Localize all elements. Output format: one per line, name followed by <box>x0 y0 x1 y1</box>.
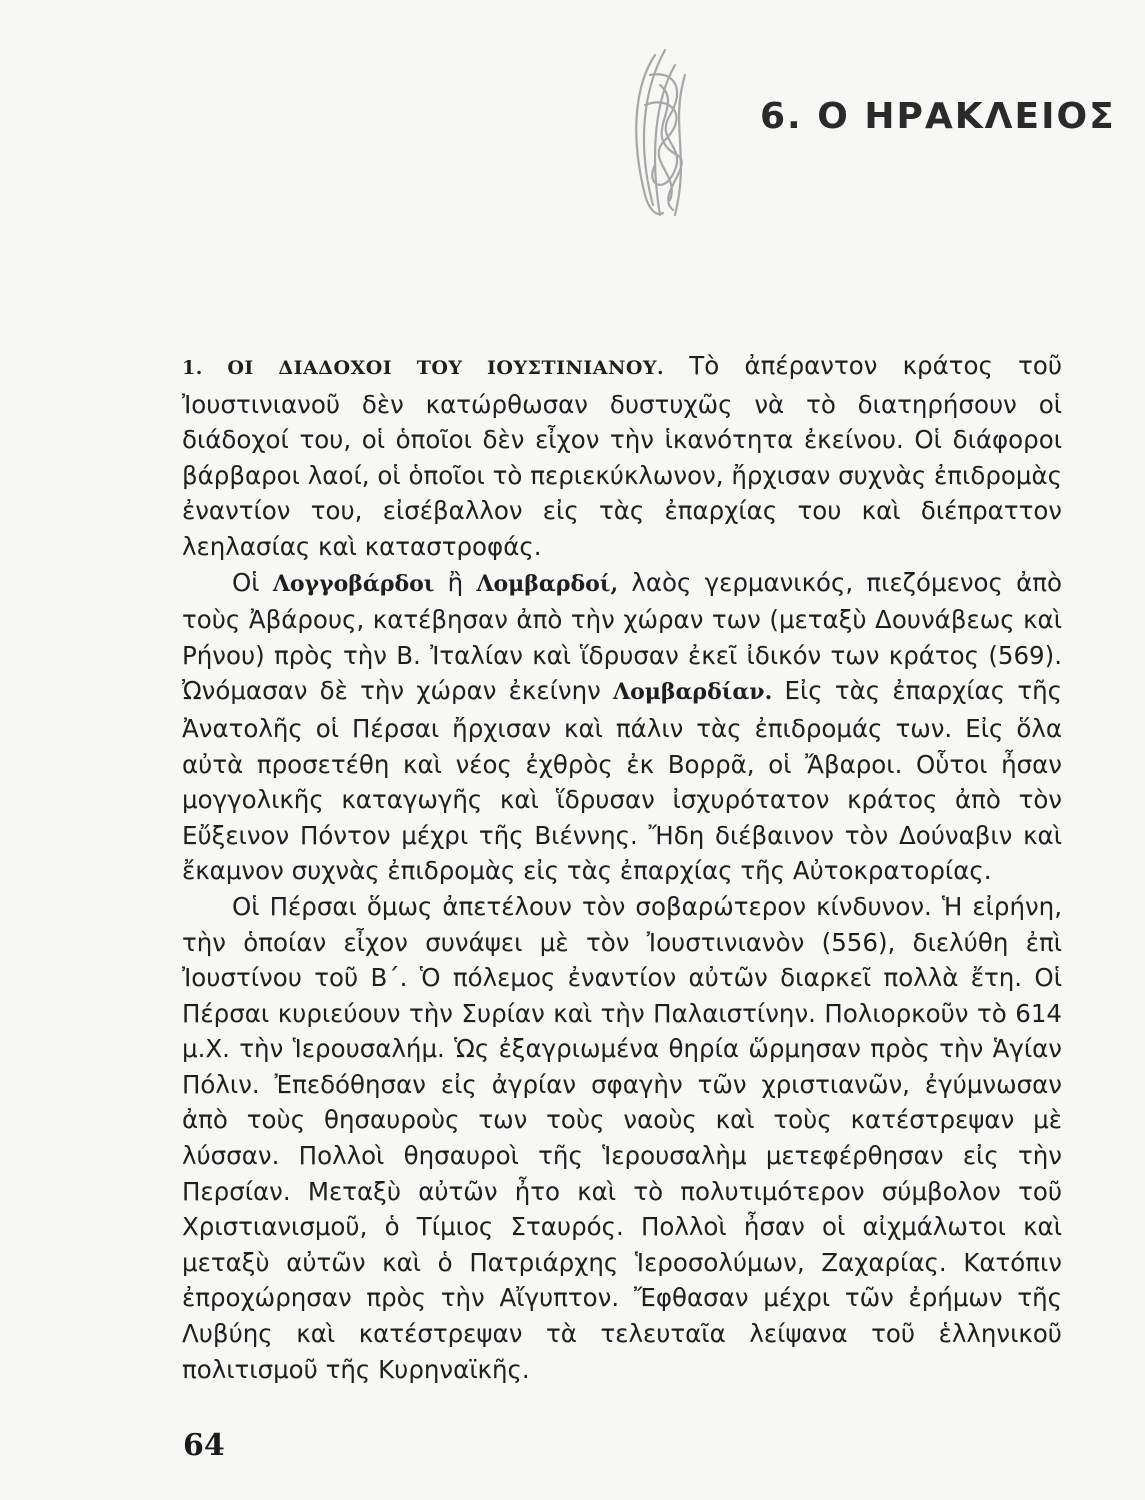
paragraph-1-text: Τὸ ἀπέραντον κράτος τοῦ Ἰουστινιανοῦ δὲν κατώρθωσαν δυστυχῶς νὰ τὸ διατηρήσουν οἱ διάδοχοί του, οἱ ὁποῖοι δὲν εἶχον τὴν ἱκανότητα ἐκείνου. Οἱ διάφοροι βάρβαροι λαοί, οἱ ὁποῖοι τὸ περιεκύκλωνον, ἤρχισαν συχνὰς ἐπιδρομὰς ἐναντίον του, εἰσέβαλλον εἰς τὰς ἐπαρχίας του καὶ διέπραττον λεηλασίας καὶ καταστροφάς. <box>182 351 1063 561</box>
bold-term: Λογγοβάρδοι <box>272 570 435 597</box>
bold-term: Λομβαρδίαν. <box>613 679 773 706</box>
paragraph-2 <box>182 565 1062 889</box>
paragraph-2-text: Εἰς τὰς ἐπαρχίας τῆς Ἀνατολῆς οἱ Πέρσαι ἤρχισαν καὶ πάλιν τὰς ἐπιδρομάς των. Εἰς ὅλα αὐτὰ προσετέθη καὶ νέος ἐχθρὸς ἐκ Βορρᾶ, οἱ Ἄβαροι. Οὗτοι ἦσαν μογγολικῆς καταγωγῆς καὶ ἵδρυσαν ἰσχυρότατον κράτος ἀπὸ τὸν Εὔξεινον Πόντον μέχρι τῆς Βιέννης. Ἤδη διέβαινον τὸν Δούναβιν καὶ ἔκαμνον συχνὰς ἐπιδρομὰς εἰς τὰς ἐπαρχίας τῆς Αὐτοκρατορίας. <box>182 676 1062 886</box>
chapter-title: 6. Ο ΗΡΑΚΛΕΙΟΣ <box>760 96 1116 137</box>
paragraph-2-text: ἢ <box>434 567 477 597</box>
paragraph-2-text: Οἱ <box>232 567 273 597</box>
paragraph-1 <box>182 348 1062 565</box>
pencil-scribble <box>615 45 710 225</box>
section-heading: 1. ΟΙ ΔΙΑΔΟΧΟΙ ΤΟΥ ΙΟΥΣΤΙΝΙΑΝΟΥ. <box>182 357 665 379</box>
paragraph-2-text: λαὸς γερμανικός, πιεζόμενος ἀπὸ τοὺς Ἀβάρους, κατέβησαν ἀπὸ τὴν χώραν των (μεταξὺ Δουνάβεως καὶ Ρήνου) πρὸς τὴν Β. Ἰταλίαν καὶ ἵδρυσαν ἐκεῖ ἰδικόν των κράτος (569). Ὠνόμασαν δὲ τὴν χώραν ἐκείνην <box>182 567 1062 706</box>
bold-term: Λομβαρδοί, <box>476 570 619 597</box>
page-number: 64 <box>183 1428 225 1463</box>
chapter-body <box>182 348 1062 1387</box>
paragraph-3: Οἱ Πέρσαι ὅμως ἀπετέλουν τὸν σοβαρώτερον κίνδυνον. Ἡ εἰρήνη, τὴν ὁποίαν εἶχον συνάψει μὲ τὸν Ἰουστινιανὸν (556), διελύθη ἐπὶ Ἰουστίνου τοῦ Β΄. Ὁ πόλεμος ἐναντίον αὐτῶν διαρκεῖ πολλὰ ἔτη. Οἱ Πέρσαι κυριεύουν τὴν Συρίαν καὶ τὴν Παλαιστίνην. Πολιορκοῦν τὸ 614 μ.Χ. τὴν Ἱερουσαλήμ. Ὡς ἐξαγριωμένα θηρία ὥρμησαν πρὸς τὴν Ἁγίαν Πόλιν. Ἐπεδόθησαν εἰς ἀγρίαν σφαγὴν τῶν χριστιανῶν, ἐγύμνωσαν ἀπὸ τοὺς θησαυροὺς των τοὺς ναοὺς καὶ τοὺς κατέστρεψαν μὲ λύσσαν. Πολλοὶ θησαυροὶ τῆς Ἱερουσαλὴμ μετεφέρθησαν εἰς τὴν Περσίαν. Μεταξὺ αὐτῶν ἦτο καὶ τὸ πολυτιμότερον σύμβολον τοῦ Χριστιανισμοῦ, ὁ Τίμιος Σταυρός. Πολλοὶ ἦσαν οἱ αἰχμάλωτοι καὶ μεταξὺ αὐτῶν καὶ ὁ Πατριάρχης Ἱεροσολύμων, Ζαχαρίας. Κατόπιν ἐπροχώρησαν πρὸς τὴν Αἴγυπτον. Ἔφθασαν μέχρι τῶν ἐρήμων τῆς Λυβύης καὶ κατέστρεψαν τὰ τελευταῖα λείψανα τοῦ ἑλληνικοῦ πολιτισμοῦ τῆς Κυρηναϊκῆς. <box>182 891 1062 1384</box>
